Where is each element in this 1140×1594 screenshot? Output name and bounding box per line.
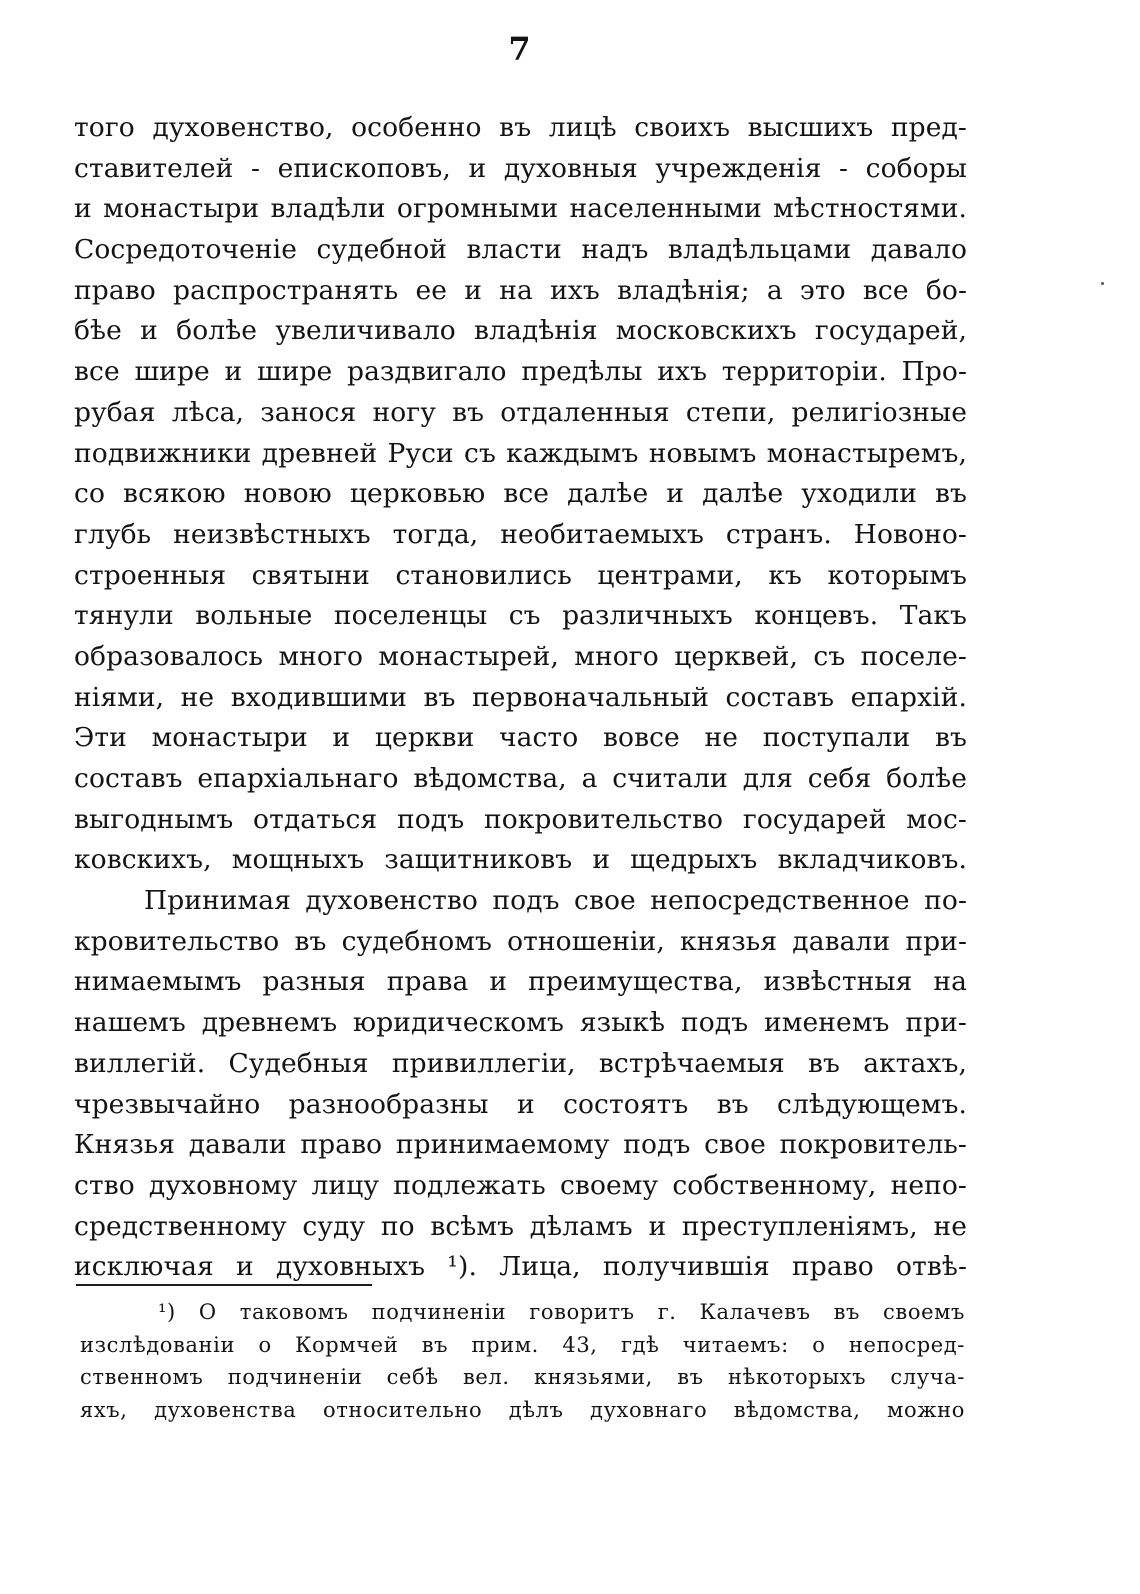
body-line: подвижники древней Руси съ каждымъ новымъ монастыремъ, (74, 437, 967, 469)
body-line: со всякою новою церковью все далѣе и далѣе уходили въ (74, 478, 967, 510)
body-line: бѣе и болѣе увеличивало владѣнія московскихъ государей, (74, 315, 967, 347)
body-line: ковскихъ, мощныхъ защитниковъ и щедрыхъ вкладчиковъ. (74, 844, 967, 876)
body-line: Эти монастыри и церкви часто вовсе не поступали въ (74, 722, 967, 754)
body-line: кровительство въ судебномъ отношеніи, князья давали при- (74, 925, 967, 957)
body-line: нимаемымъ разныя права и преимущества, извѣстныя на (74, 966, 967, 998)
body-line: ство духовному лицу подлежать своему собственному, непо- (74, 1169, 967, 1201)
body-line: исключая и духовныхъ ¹). Лица, получившія право отвѣ- (74, 1251, 967, 1283)
body-line: Сосредоточеніе судебной власти надъ владѣльцами давало (74, 234, 967, 266)
scan-speck (1101, 282, 1104, 285)
body-line: тянули вольные поселенцы съ различныхъ концевъ. Такъ (74, 600, 967, 632)
body-line: виллегій. Судебныя привиллегіи, встрѣчаемыя въ актахъ, (74, 1047, 967, 1079)
body-line: строенныя святыни становились центрами, къ которымъ (74, 559, 967, 591)
footnote-line: ственномъ подчиненіи себѣ вел. князьями, въ нѣкоторыхъ случа- (80, 1365, 965, 1389)
body-line: рубая лѣса, занося ногу въ отдаленныя степи, религіозные (74, 396, 967, 428)
body-line: чрезвычайно разнообразны и состоятъ въ слѣдующемъ. (74, 1088, 967, 1120)
body-line: все шире и шире раздвигало предѣлы ихъ территоріи. Про- (74, 356, 967, 388)
body-line: средственному суду по всѣмъ дѣламъ и преступленіямъ, не (74, 1210, 967, 1242)
body-line: глубь неизвѣстныхъ тогда, необитаемыхъ странъ. Новоно- (74, 518, 967, 550)
footnote-line: яхъ, духовенства относительно дѣлъ духовнаго вѣдомства, можно (80, 1397, 965, 1422)
footnote-line: изслѣдованіи о Кормчей въ прим. 43, гдѣ читаемъ: о непосред- (80, 1332, 965, 1357)
footnote (80, 1296, 965, 1426)
body-line: ставителей - епископовъ, и духовныя учрежденія - соборы (74, 152, 967, 184)
body-text (74, 108, 967, 1288)
body-line: того духовенство, особенно въ лицѣ своихъ высшихъ пред- (74, 112, 967, 143)
footnote-separator (76, 1284, 372, 1286)
body-line: и монастыри владѣли огромными населенными мѣстностями. (74, 193, 967, 225)
body-line: ніями, не входившими въ первоначальный составъ епархій. (74, 681, 967, 713)
body-line-paragraph-start: Принимая духовенство подъ свое непосредственное по- (144, 885, 967, 917)
body-line: право распространять ее и на ихъ владѣнія; а это все бо- (74, 274, 967, 306)
body-line: нашемъ древнемъ юридическомъ языкѣ подъ именемъ при- (74, 1007, 967, 1039)
footnote-line: ¹) О таковомъ подчиненіи говоритъ г. Калачевъ въ своемъ (158, 1300, 965, 1324)
body-line: образовалось много монастырей, много церквей, съ поселе- (74, 640, 967, 672)
body-line: составъ епархіальнаго вѣдомства, а считали для себя болѣе (74, 763, 967, 794)
body-line: выгоднымъ отдаться подъ покровительство государей мос- (74, 803, 967, 835)
body-line: Князья давали право принимаемому подъ свое покровитель- (74, 1129, 967, 1161)
page-number: 7 (508, 30, 532, 68)
